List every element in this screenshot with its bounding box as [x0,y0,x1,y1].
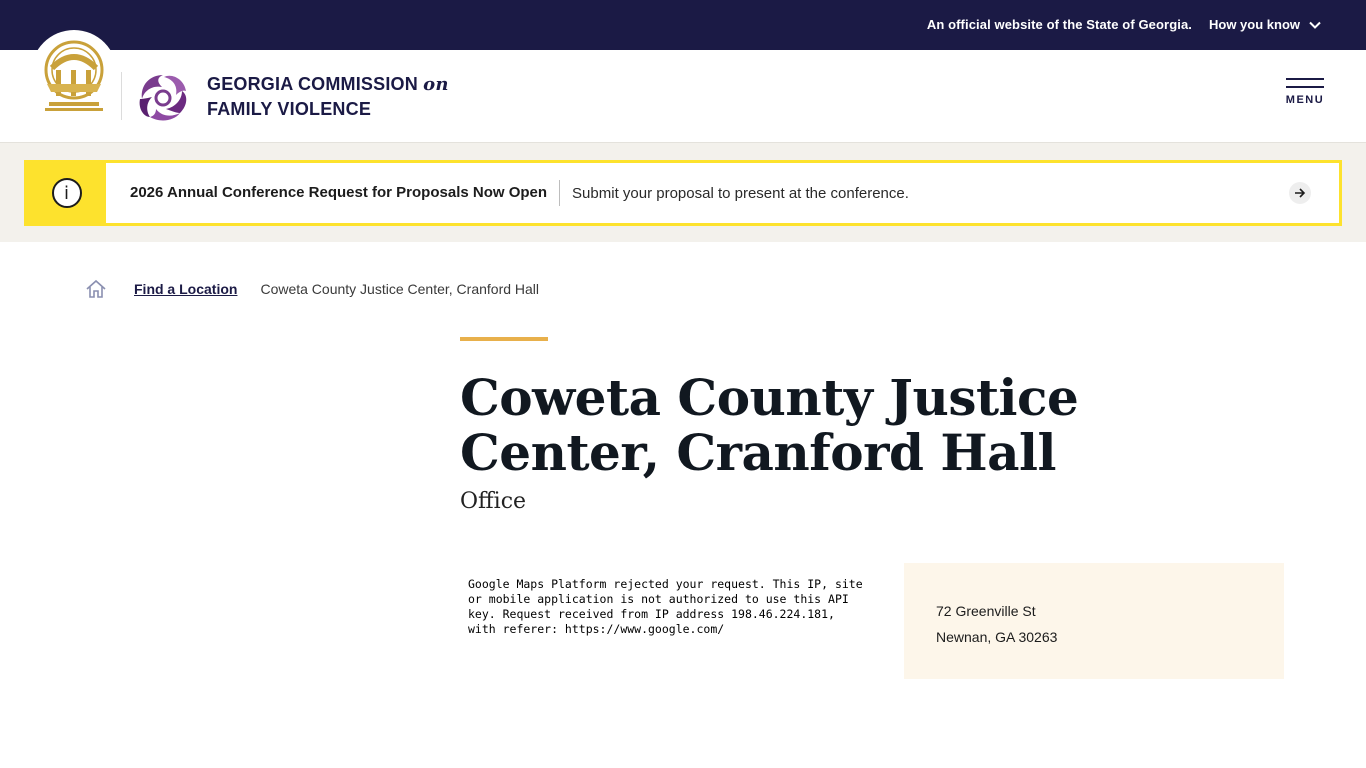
official-banner [0,0,1366,50]
address-card [904,563,1284,679]
arrow-right-icon[interactable] [1289,182,1311,204]
how-you-know-toggle[interactable] [1209,17,1322,32]
location-type: Office [460,489,527,514]
brand-line-2: FAMILY VIOLENCE [207,99,372,119]
site-brand[interactable] [207,72,449,121]
conference-alert[interactable] [24,160,1342,226]
page-title-line-2: Center, Cranford Hall [460,423,1056,482]
breadcrumb-find-location[interactable]: Find a Location [134,281,238,297]
breadcrumb-current: Coweta County Justice Center, Cranford Hall [260,281,540,297]
chevron-down-icon [1308,18,1322,32]
alert-icon-box [27,163,106,223]
georgia-seal-icon [39,40,109,116]
alert-description: Submit your proposal to present at the conference. [572,184,909,202]
title-accent-line [460,337,548,341]
info-icon: i [52,178,82,208]
brand-line-1: GEORGIA COMMISSION [207,74,418,94]
brand-on: on [423,74,449,95]
address-line-1: 72 Greenville St [936,603,1036,619]
site-header [0,50,1366,143]
alert-section [0,143,1366,242]
menu-button[interactable] [1284,78,1326,106]
how-you-know-label: How you know [1209,17,1300,32]
home-icon[interactable] [85,278,107,300]
menu-label: MENU [1285,94,1325,106]
map-error-message: Google Maps Platform rejected your request. This IP, site or mobile application is not authorized to use this API key. Request received from IP address 198.46.224.181, with referer: https://www.google.com/ [468,577,863,636]
page-title-line-1: Coweta County Justice [460,368,1079,427]
gcfv-logo-icon[interactable] [134,69,192,125]
address-line-2: Newnan, GA 30263 [936,629,1058,645]
hamburger-icon-bar [1286,86,1324,88]
page-title [460,370,1160,480]
header-divider [121,72,122,120]
breadcrumb [85,278,539,300]
hamburger-icon [1286,78,1324,80]
official-site-text: An official website of the State of Georgia. [926,17,1192,32]
alert-headline[interactable]: 2026 Annual Conference Request for Proposals Now Open [130,180,560,206]
georgia-seal-link[interactable] [31,30,117,116]
